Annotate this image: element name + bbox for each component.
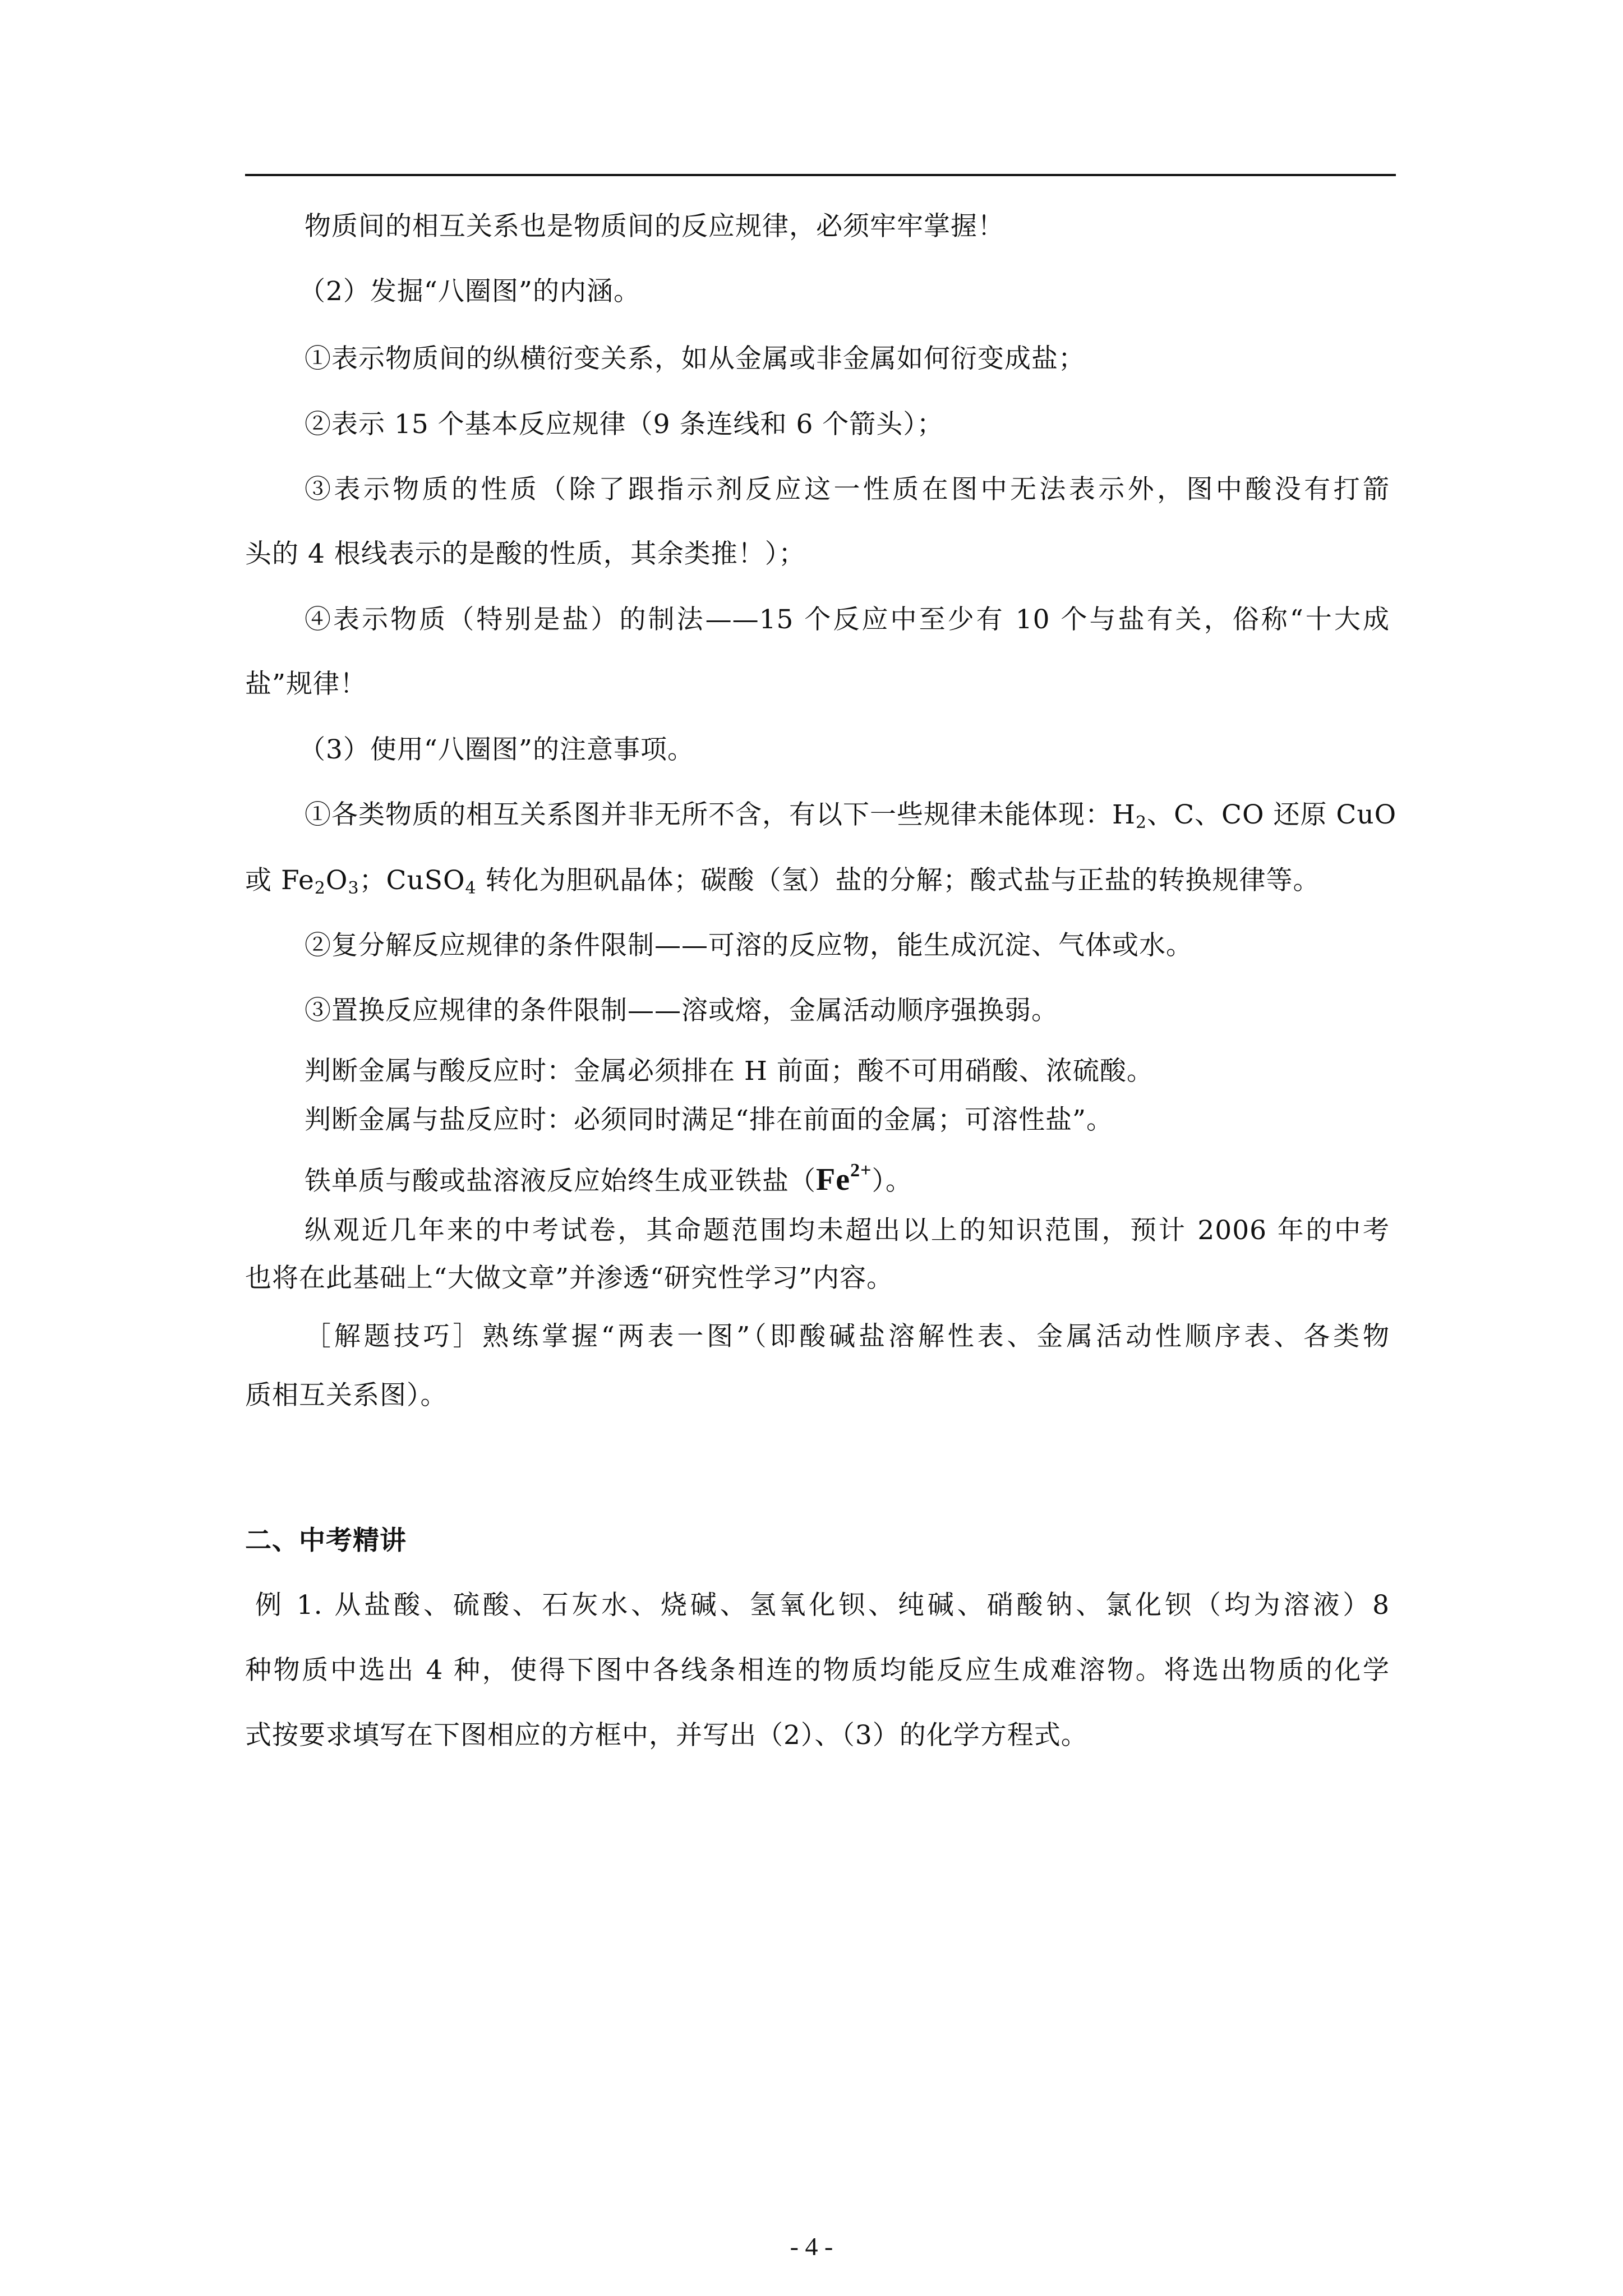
- list-item: ②表示 15 个基本反应规律（9 条连线和 6 个箭头）；: [305, 409, 944, 440]
- list-item: ③置换反应规律的条件限制——溶或熔，金属活动顺序强换弱。: [305, 995, 1058, 1026]
- paragraph-line: 也将在此基础上“大做文章”并渗透“研究性学习”内容。: [245, 1263, 894, 1294]
- paragraph-line: 铁单质与酸或盐溶液反应始终生成亚铁盐$(Fe^{2+})$。: [305, 1160, 912, 1197]
- list-item: ②复分解反应规律的条件限制——可溶的反应物，能生成沉淀、气体或水。: [305, 930, 1193, 961]
- paragraph-line: ［解题技巧］熟练掌握“两表一图”（即酸碱盐溶解性表、金属活动性顺序表、各类物: [305, 1321, 1390, 1352]
- ferrous-ion-formula: $Fe^{2+}$: [816, 1160, 872, 1197]
- list-item-continuation: 盐”规律！: [245, 669, 367, 700]
- section-subheading: （3）使用“八圈图”的注意事项。: [299, 734, 694, 765]
- list-item: ①表示物质间的纵横衍变关系，如从金属或非金属如何衍变成盐；: [305, 343, 1085, 374]
- section-subheading: （2）发掘“八圈图”的内涵。: [299, 276, 640, 307]
- header-rule: [245, 174, 1396, 176]
- page-number: - 4 -: [790, 2232, 833, 2261]
- example-text: 种物质中选出 4 种，使得下图中各线条相连的物质均能反应生成难溶物。将选出物质的化学: [245, 1655, 1390, 1686]
- paragraph-line: 质相互关系图）。: [245, 1380, 448, 1411]
- list-item: ③表示物质的性质（除了跟指示剂反应这一性质在图中无法表示外，图中酸没有打箭: [305, 474, 1390, 505]
- example-text: 例 1. 从盐酸、硫酸、石灰水、烧碱、氢氧化钡、纯碱、硝酸钠、氯化钡（均为溶液）8: [255, 1590, 1390, 1621]
- list-item: ①各类物质的相互关系图并非无所不含，有以下一些规律未能体现：$H_2$、C、CO 还原 CuO: [305, 799, 1397, 832]
- list-item: ④表示物质（特别是盐）的制法——15 个反应中至少有 10 个与盐有关，俗称“十大成: [305, 604, 1390, 635]
- paragraph-line: 判断金属与酸反应时：金属必须排在 H 前面；酸不可用硝酸、浓硫酸。: [305, 1056, 1154, 1087]
- paragraph-line: 纵观近几年来的中考试卷，其命题范围均未超出以上的知识范围，预计 2006 年的中考: [305, 1215, 1390, 1246]
- list-item-continuation: 头的 4 根线表示的是酸的性质，其余类推！）；: [245, 539, 806, 569]
- paragraph-line: 判断金属与盐反应时：必须同时满足“排在前面的金属；可溶性盐”。: [305, 1105, 1114, 1135]
- section-heading: 二、中考精讲: [245, 1525, 407, 1556]
- example-text: 式按要求填写在下图相应的方框中，并写出（2）、（3）的化学方程式。: [245, 1720, 1088, 1751]
- list-item-continuation: 或 $Fe_2O_3$；CuSO$_4$ 转化为胆矾晶体；碳酸（氢）盐的分解；酸式盐与正盐的转换规律等。: [245, 865, 1320, 898]
- paragraph-line: 物质间的相互关系也是物质间的反应规律，必须牢牢掌握！: [305, 211, 1004, 242]
